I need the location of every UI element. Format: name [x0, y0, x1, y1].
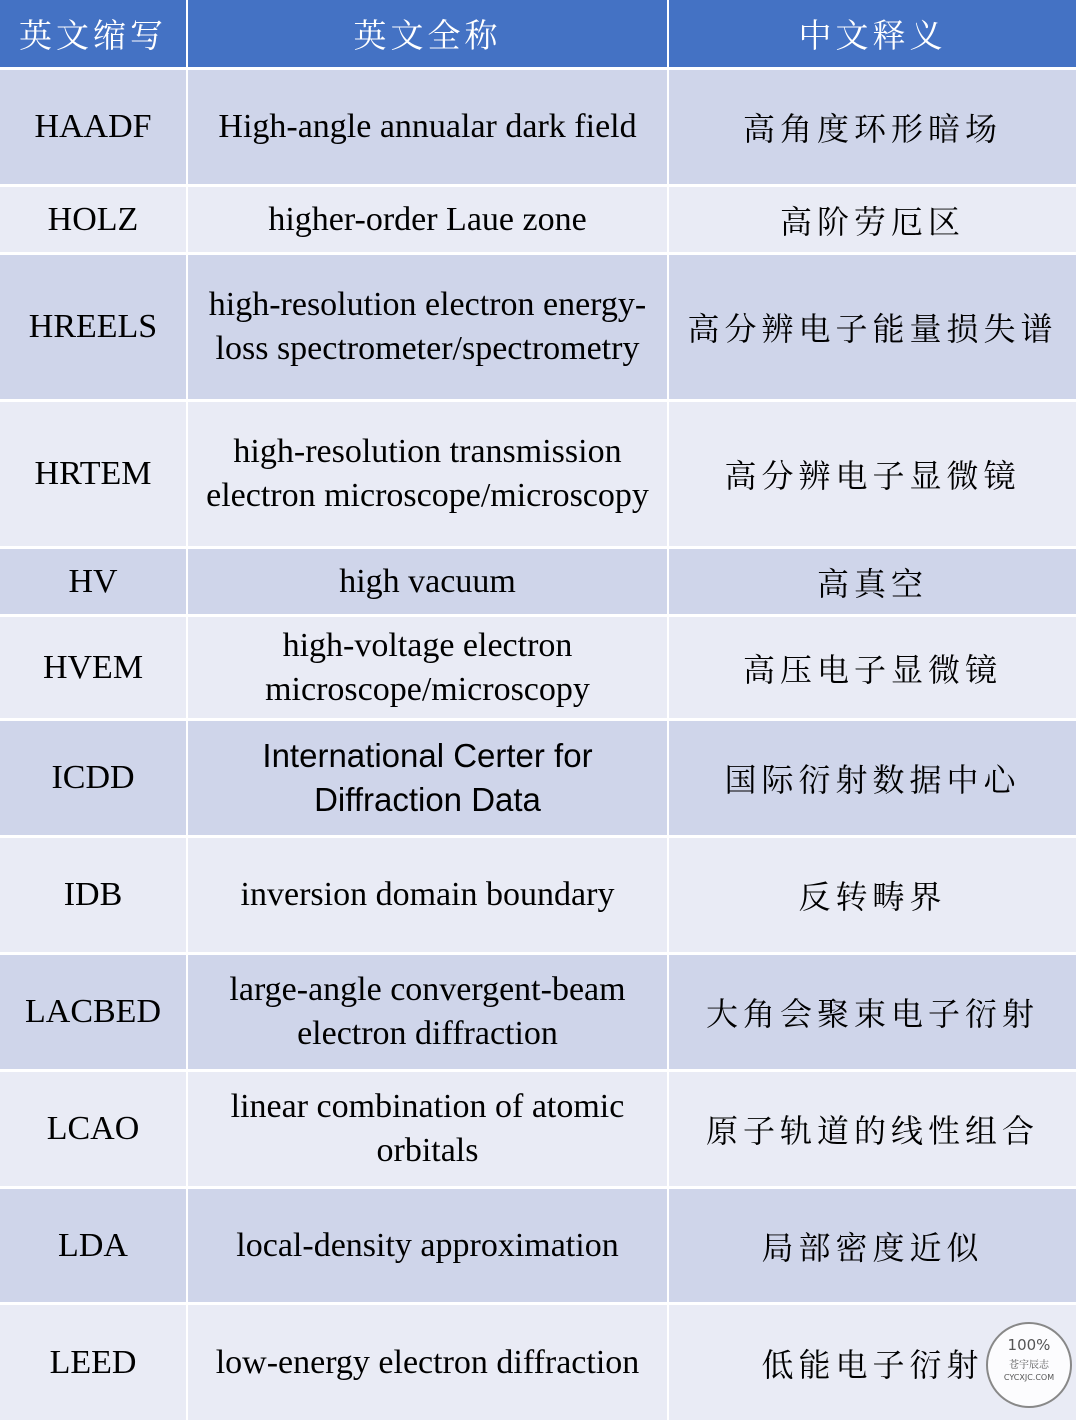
cell-abbr: HRTEM [0, 402, 188, 549]
table-row [0, 402, 1076, 549]
cell-full: local-density approximation [188, 1189, 669, 1305]
table-row [0, 1305, 1076, 1423]
cell-zh: 高分辨电子显微镜 [669, 402, 1076, 549]
cell-zh: 高压电子显微镜 [669, 617, 1076, 721]
cell-abbr: LACBED [0, 955, 188, 1072]
cell-abbr: LDA [0, 1189, 188, 1305]
cell-full: International Certer for Diffraction Data [188, 721, 669, 838]
cell-abbr: ICDD [0, 721, 188, 838]
cell-zh: 低能电子衍射 [669, 1305, 1076, 1423]
cell-abbr: LEED [0, 1305, 188, 1423]
cell-full: high-voltage electron microscope/microscopy [188, 617, 669, 721]
cell-full: high vacuum [188, 549, 669, 617]
cell-full: higher-order Laue zone [188, 187, 669, 255]
cell-abbr: HV [0, 549, 188, 617]
table-row [0, 187, 1076, 255]
cell-abbr: LCAO [0, 1072, 188, 1189]
cell-full: large-angle convergent-beam electron diffraction [188, 955, 669, 1072]
table-row [0, 838, 1076, 955]
cell-full: high-resolution transmission electron microscope/microscopy [188, 402, 669, 549]
cell-zh: 国际衍射数据中心 [669, 721, 1076, 838]
table-row [0, 70, 1076, 187]
table-row [0, 721, 1076, 838]
table-row [0, 955, 1076, 1072]
cell-zh: 高分辨电子能量损失谱 [669, 255, 1076, 402]
cell-full: inversion domain boundary [188, 838, 669, 955]
cell-full: linear combination of atomic orbitals [188, 1072, 669, 1189]
header-row [0, 0, 1076, 70]
table-row [0, 255, 1076, 402]
table-row [0, 617, 1076, 721]
cell-zh: 局部密度近似 [669, 1189, 1076, 1305]
table-row [0, 1189, 1076, 1305]
table-row [0, 1072, 1076, 1189]
cell-zh: 高角度环形暗场 [669, 70, 1076, 187]
header-full: 英文全称 [188, 0, 669, 70]
watermark-url: CYCXJC.COM [1003, 1373, 1055, 1382]
watermark-percent: 100% [1007, 1336, 1051, 1354]
cell-zh: 大角会聚束电子衍射 [669, 955, 1076, 1072]
cell-zh: 高真空 [669, 549, 1076, 617]
cell-full: High-angle annualar dark field [188, 70, 669, 187]
cell-zh: 高阶劳厄区 [669, 187, 1076, 255]
cell-zh: 反转畴界 [669, 838, 1076, 955]
cell-full: high-resolution electron energy-loss spectrometer/spectrometry [188, 255, 669, 402]
cell-full: low-energy electron diffraction [188, 1305, 669, 1423]
header-abbr: 英文缩写 [0, 0, 188, 70]
table-row [0, 549, 1076, 617]
cell-abbr: HVEM [0, 617, 188, 721]
cell-abbr: IDB [0, 838, 188, 955]
header-zh: 中文释义 [669, 0, 1076, 70]
watermark-name: 苍宇辰志 [1009, 1360, 1049, 1371]
cell-zh: 原子轨道的线性组合 [669, 1072, 1076, 1189]
cell-abbr: HOLZ [0, 187, 188, 255]
watermark-stamp [986, 1322, 1072, 1408]
cell-abbr: HAADF [0, 70, 188, 187]
cell-abbr: HREELS [0, 255, 188, 402]
